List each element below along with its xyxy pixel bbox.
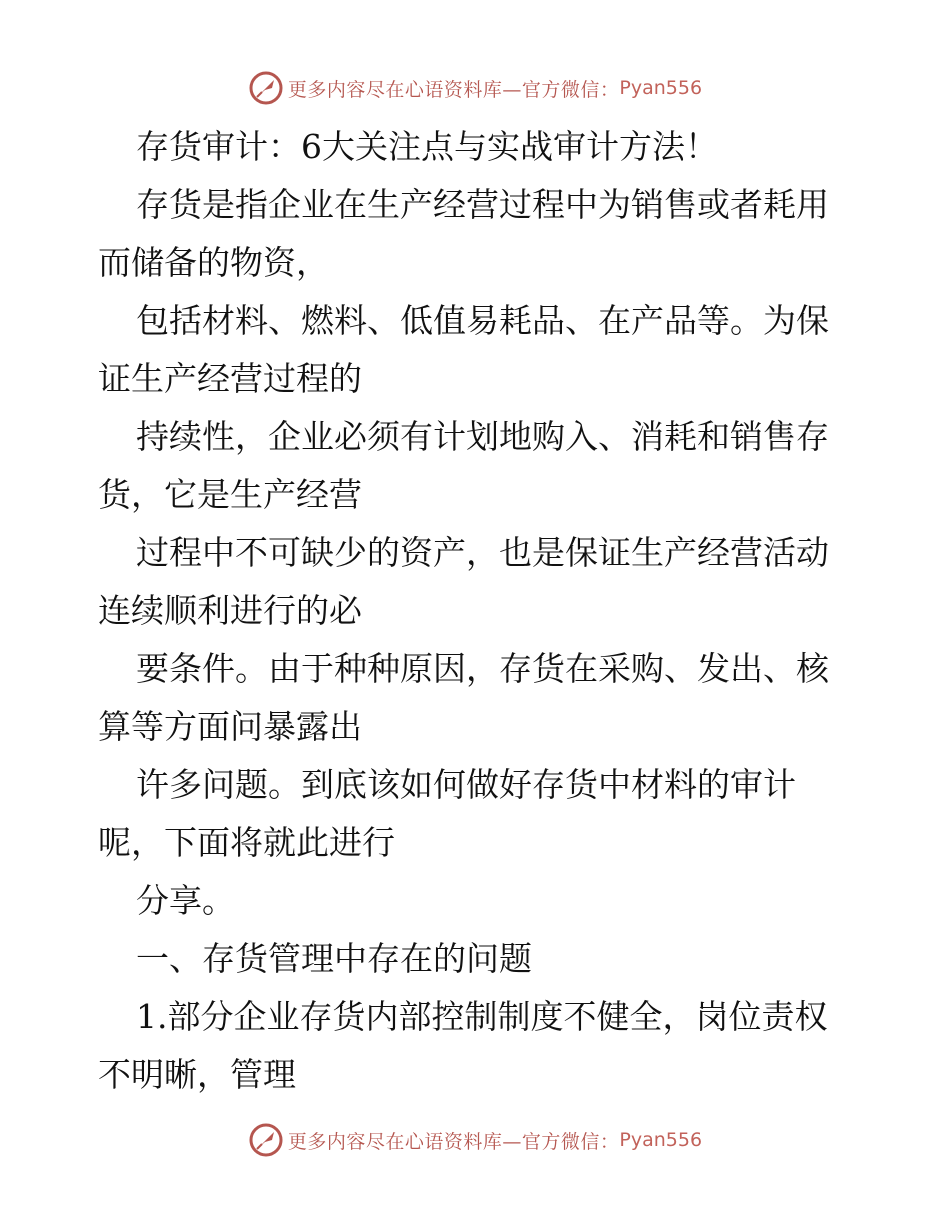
footer-wechat-id: Pyan556 (619, 1129, 703, 1151)
paragraph-line: 要条件。由于种种原因，存货在采购、发出、核 (136, 649, 829, 688)
paragraph-line: 过程中不可缺少的资产，也是保证生产经营活动 (136, 533, 829, 572)
paragraph-line: 持续性，企业必须有计划地购入、消耗和销售存 (136, 417, 829, 456)
paragraph-line: 而储备的物资， (98, 243, 329, 282)
footer-banner (0, 1120, 950, 1160)
section-heading: 一、存货管理中存在的问题 (136, 939, 532, 978)
quill-logo-icon (248, 1122, 284, 1158)
paragraph-line: 呢，下面将就此进行 (98, 823, 395, 862)
header-banner-text: 更多内容尽在心语资料库—官方微信： (287, 78, 620, 101)
paragraph-line: 连续顺利进行的必 (98, 591, 362, 630)
list-item: 1.部分企业存货内部控制制度不健全，岗位责权 (136, 997, 828, 1036)
paragraph-line: 货，它是生产经营 (98, 475, 362, 514)
quill-logo-icon (248, 70, 284, 106)
document-body (98, 118, 858, 1104)
paragraph-line: 不明晰，管理 (98, 1055, 296, 1094)
paragraph-line: 分享。 (136, 881, 235, 920)
paragraph-line: 包括材料、燃料、低值易耗品、在产品等。为保 (136, 301, 829, 340)
paragraph-line: 许多问题。到底该如何做好存货中材料的审计 (136, 765, 796, 804)
header-wechat-id: Pyan556 (619, 77, 703, 99)
paragraph-line: 存货是指企业在生产经营过程中为销售或者耗用 (136, 185, 829, 224)
document-title: 存货审计：6大关注点与实战审计方法！ (136, 127, 718, 166)
header-banner (0, 68, 950, 108)
paragraph-line: 算等方面问暴露出 (98, 707, 362, 746)
paragraph-line: 证生产经营过程的 (98, 359, 362, 398)
footer-banner-text: 更多内容尽在心语资料库—官方微信： (287, 1130, 620, 1153)
